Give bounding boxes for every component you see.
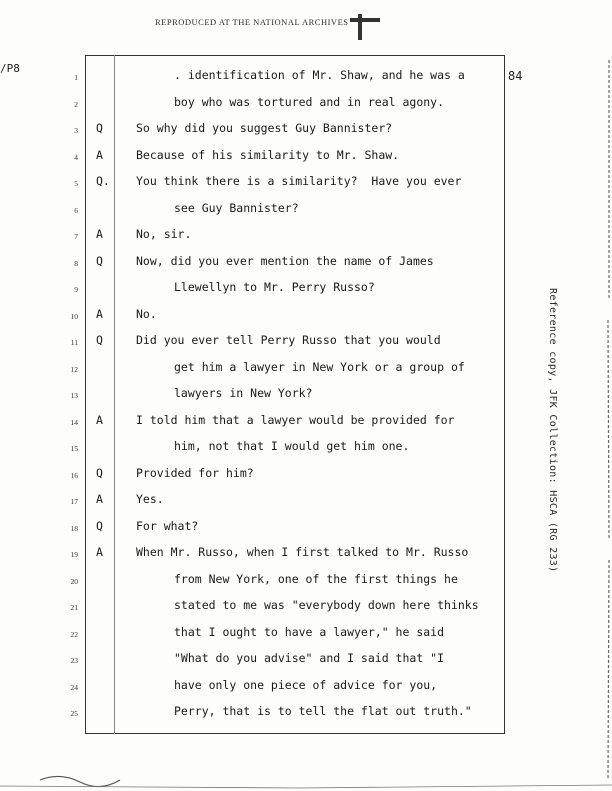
line-text: that I ought to have a lawyer," he said bbox=[174, 624, 445, 639]
line-number: 20 bbox=[70, 576, 78, 586]
transcript-line bbox=[0, 201, 612, 225]
line-number: 13 bbox=[70, 391, 78, 400]
line-number: 2 bbox=[74, 99, 78, 109]
transcript-line bbox=[0, 148, 612, 172]
speaker-label: Q bbox=[96, 121, 103, 135]
transcript-line bbox=[0, 386, 612, 410]
transcript-line bbox=[0, 280, 612, 304]
line-number: 21 bbox=[70, 603, 78, 612]
line-number: 17 bbox=[70, 497, 78, 506]
line-text: get him a lawyer in New York or a group of bbox=[174, 359, 465, 374]
transcript-line bbox=[0, 466, 612, 490]
line-number: 6 bbox=[74, 205, 78, 215]
transcript-line bbox=[0, 227, 612, 251]
line-number: 8 bbox=[74, 258, 78, 268]
line-number: 9 bbox=[74, 285, 78, 294]
line-number: 22 bbox=[70, 629, 78, 639]
page-number: 84 bbox=[508, 69, 523, 83]
line-text: stated to me was "everybody down here thinks bbox=[174, 598, 479, 612]
line-number: 15 bbox=[70, 444, 78, 453]
speaker-label: Q bbox=[96, 333, 103, 347]
speaker-label: A bbox=[96, 412, 103, 427]
line-text: from New York, one of the first things he bbox=[174, 571, 458, 586]
line-text: boy who was tortured and in real agony. bbox=[174, 94, 445, 109]
line-number: 12 bbox=[70, 364, 78, 374]
stamp-mark-bar bbox=[350, 18, 380, 22]
speaker-label: Q. bbox=[96, 174, 110, 188]
transcript-line bbox=[0, 625, 612, 649]
line-number: 1 bbox=[74, 73, 78, 82]
line-text: I told him that a lawyer would be provided for bbox=[136, 412, 455, 427]
line-text: Perry, that is to tell the flat out truth." bbox=[174, 704, 472, 718]
transcript-line bbox=[0, 439, 612, 463]
line-number: 3 bbox=[74, 126, 78, 135]
line-number: 18 bbox=[70, 523, 78, 533]
reference-copy-stamp: Reference copy, JFK Collection: HSCA (RG 233) bbox=[547, 288, 558, 573]
transcript-line bbox=[0, 95, 612, 119]
line-text: lawyers in New York? bbox=[174, 386, 313, 400]
speaker-label: A bbox=[96, 492, 103, 506]
transcript-line bbox=[0, 174, 612, 198]
page-id: /P8 bbox=[0, 62, 20, 75]
transcript-line bbox=[0, 704, 612, 728]
line-text: Because of his similarity to Mr. Shaw. bbox=[136, 147, 400, 162]
line-number: 19 bbox=[70, 550, 78, 559]
line-text: No, sir. bbox=[136, 227, 192, 241]
line-number: 4 bbox=[74, 152, 78, 162]
line-number: 16 bbox=[70, 470, 78, 480]
speaker-label: Q bbox=[96, 465, 103, 480]
line-text: You think there is a similarity? Have you ever bbox=[136, 174, 462, 188]
scan-edge-artifact bbox=[606, 60, 612, 780]
speaker-label: Q bbox=[96, 518, 103, 533]
line-text: For what? bbox=[136, 518, 199, 533]
line-text: Llewellyn to Mr. Perry Russo? bbox=[174, 280, 375, 294]
transcript-line bbox=[0, 307, 612, 331]
line-text: . identification of Mr. Shaw, and he was a bbox=[174, 68, 465, 82]
transcript-line bbox=[0, 333, 612, 357]
speaker-label: A bbox=[96, 147, 103, 162]
bottom-scan-artifact bbox=[0, 770, 612, 791]
transcript-line bbox=[0, 651, 612, 675]
line-text: see Guy Bannister? bbox=[174, 200, 299, 215]
archive-stamp: REPRODUCED AT THE NATIONAL ARCHIVES bbox=[155, 17, 349, 27]
line-text: Now, did you ever mention the name of James bbox=[136, 253, 434, 268]
line-number: 25 bbox=[70, 709, 78, 718]
transcript-line bbox=[0, 598, 612, 622]
line-number: 7 bbox=[74, 232, 78, 241]
transcript-line bbox=[0, 678, 612, 702]
line-number: 23 bbox=[70, 656, 78, 665]
speaker-label: A bbox=[96, 306, 103, 321]
transcript-line bbox=[0, 519, 612, 543]
transcript-line bbox=[0, 492, 612, 516]
transcript-line bbox=[0, 572, 612, 596]
line-number: 14 bbox=[70, 417, 78, 427]
transcript-line bbox=[0, 413, 612, 437]
speaker-label: A bbox=[96, 545, 103, 559]
line-text: have only one piece of advice for you, bbox=[174, 677, 438, 692]
line-text: When Mr. Russo, when I first talked to Mr. Russo bbox=[136, 545, 469, 559]
speaker-label: Q bbox=[96, 253, 103, 268]
transcript-line bbox=[0, 121, 612, 145]
line-text: Yes. bbox=[136, 492, 164, 506]
line-text: "What do you advise" and I said that "I bbox=[174, 651, 445, 665]
line-number: 10 bbox=[70, 311, 78, 321]
line-number: 11 bbox=[70, 338, 78, 347]
line-text: No. bbox=[136, 306, 157, 321]
line-text: him, not that I would get him one. bbox=[174, 439, 410, 453]
line-text: Provided for him? bbox=[136, 465, 254, 480]
transcript-line bbox=[0, 360, 612, 384]
transcript-line bbox=[0, 545, 612, 569]
line-text: Did you ever tell Perry Russo that you would bbox=[136, 333, 441, 347]
line-number: 24 bbox=[70, 682, 78, 692]
transcript-line bbox=[0, 254, 612, 278]
speaker-label: A bbox=[96, 227, 103, 241]
line-number: 5 bbox=[74, 179, 78, 188]
line-text: So why did you suggest Guy Bannister? bbox=[136, 121, 393, 135]
transcript-line bbox=[0, 68, 612, 92]
